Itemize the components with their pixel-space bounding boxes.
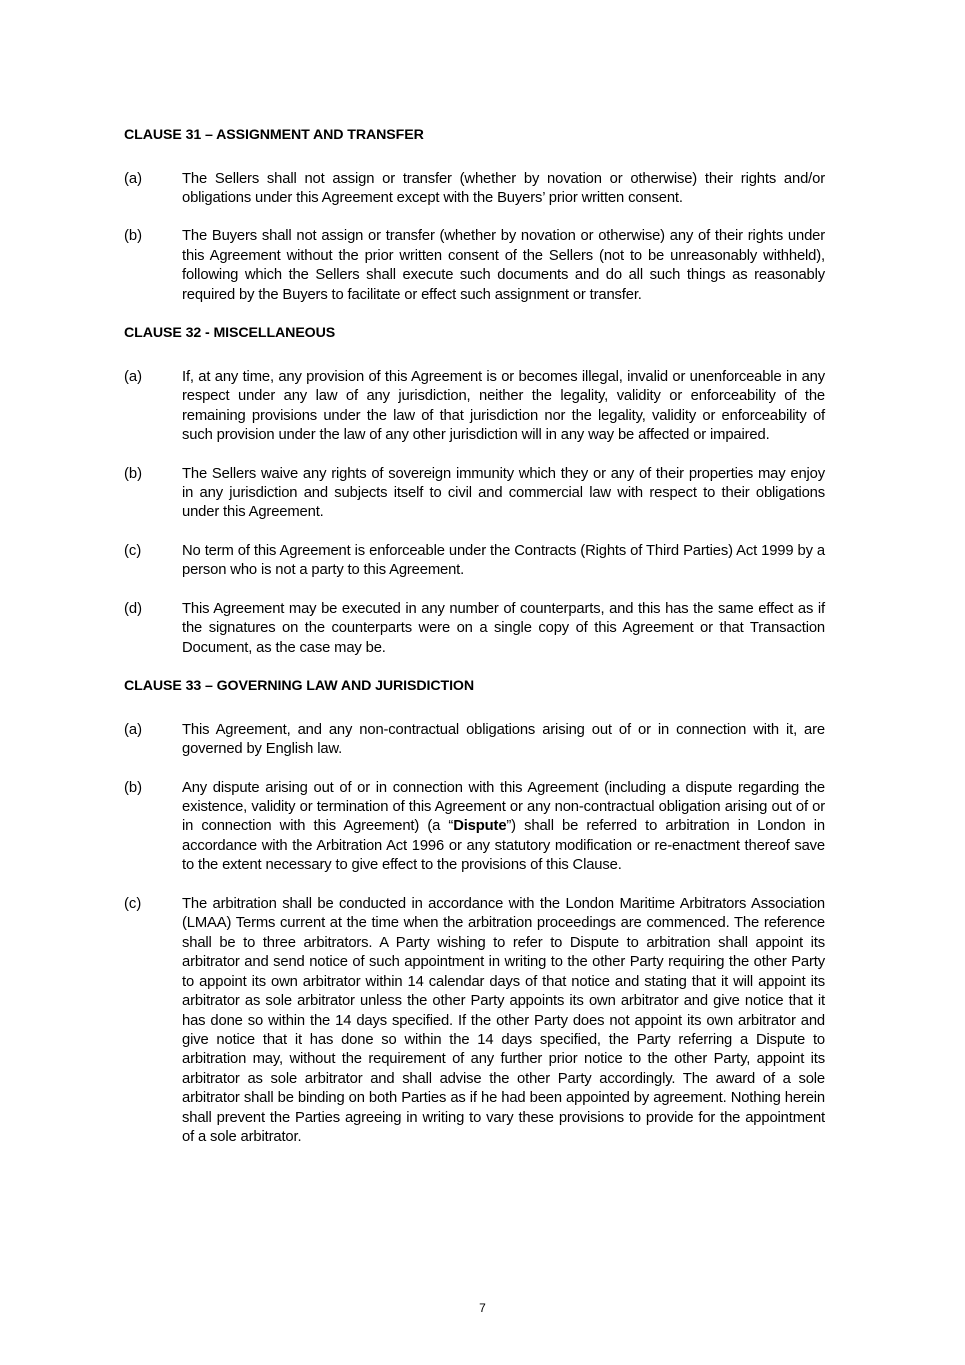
item-text-before: Any dispute arising out of or in connection with this Agreement (including a dispute regarding the existence, validity or termination of this Agreement or any non-contractual obligation arising out of or in connection with this Agreement) (a “ [182, 779, 825, 835]
item-text: The Buyers shall not assign or transfer (whether by novation or otherwise) any of their rights under this Agreement without the prior written consent of the Sellers (not to be unreasonably withheld), following which the Sellers shall execute such documents and do all such things as reasonably required by the Buyers to facilitate or effect such assignment or transfer. [182, 228, 825, 303]
clause-33-item-b [124, 779, 825, 876]
clause-32-item-c [124, 542, 825, 581]
item-marker: (c) [124, 895, 142, 912]
item-marker: (a) [124, 170, 143, 187]
item-marker: (d) [124, 600, 143, 617]
clause-31-item-b [124, 227, 825, 305]
item-text: This Agreement, and any non-contractual obligations arising out of or in connection with it, are governed by English law. [182, 721, 825, 758]
clause-32-item-b [124, 465, 825, 523]
item-text: This Agreement may be executed in any number of counterparts, and this has the same effect as if the signatures on the counterparts were on a single copy of this Agreement or that Transaction Document, as the case may be. [182, 600, 825, 656]
item-text: The arbitration shall be conducted in accordance with the London Maritime Arbitrators Association (LMAA) Terms current at the time when the arbitration proceedings are commenced. The reference shall be to three arbitrators. A Party wishing to refer to Dispute to arbitration shall appoint its arbitrator and send notice of such appointment in writing to the other Party requiring the other Party to appoint its own arbitrator within 14 calendar days of that notice and stating that it will appoint its arbitrator as sole arbitrator unless the other Party appoints its own arbitrator and give notice that it has done so within the 14 days specified. If the other Party does not appoint its own arbitrator and give notice that it has done so within the 14 days specified, the Party referring a Dispute to arbitration may, without the requirement of any further prior notice to the other Party, appoint its arbitrator as sole arbitrator and shall advise the other Party accordingly. The award of a sole arbitrator shall be binding on both Parties as if he had been appointed by agreement. Nothing herein shall prevent the Parties agreeing in writing to vary these provisions to provide for the appointment of a sole arbitrator. [182, 895, 825, 1146]
clause-33-item-c [124, 895, 825, 1148]
clause-33-heading: CLAUSE 33 – GOVERNING LAW AND JURISDICTION [124, 678, 475, 695]
item-marker: (c) [124, 542, 142, 559]
item-text: No term of this Agreement is enforceable under the Contracts (Rights of Third Parties) Act 1999 by a person who is not a party to this Agreement. [182, 542, 825, 579]
item-marker: (a) [124, 368, 143, 385]
item-marker: (b) [124, 228, 143, 245]
document-page [124, 126, 825, 1167]
page-number: 7 [479, 1301, 486, 1315]
clause-31-item-a [124, 170, 825, 209]
clause-33-item-a [124, 721, 825, 760]
item-text [182, 779, 825, 876]
item-text: The Sellers shall not assign or transfer (whether by novation or otherwise) their rights and/or obligations under this Agreement except with the Buyers’ prior written consent. [182, 170, 825, 206]
item-text-after: ”) shall be referred to arbitration in London in accordance with the Arbitration Act 1996 or any statutory modification or re-enactment thereof save to the extent necessary to give effect to the provisions of this Clause. [182, 818, 826, 874]
item-marker: (a) [124, 721, 143, 738]
item-marker: (b) [124, 465, 143, 482]
clause-31-heading: CLAUSE 31 – ASSIGNMENT AND TRANSFER [124, 127, 424, 143]
clause-32-item-d [124, 600, 825, 658]
clause-32-item-a [124, 368, 825, 446]
item-text: The Sellers waive any rights of sovereign immunity which they or any of their properties may enjoy in any jurisdiction and subjects itself to civil and commercial law with respect to their obligations under this Agreement. [182, 465, 825, 521]
item-text: If, at any time, any provision of this Agreement is or becomes illegal, invalid or unenforceable in any respect under any law of any jurisdiction, neither the legality, validity or enforceability of the remaining provisions under the law of that jurisdiction nor the legality, validity or enforceability of such provision under the law of any other jurisdiction will in any way be affected or impaired. [182, 368, 825, 444]
clause-32-heading: CLAUSE 32 - MISCELLANEOUS [124, 325, 336, 342]
defined-term-dispute: Dispute [453, 818, 507, 835]
item-marker: (b) [124, 779, 143, 796]
